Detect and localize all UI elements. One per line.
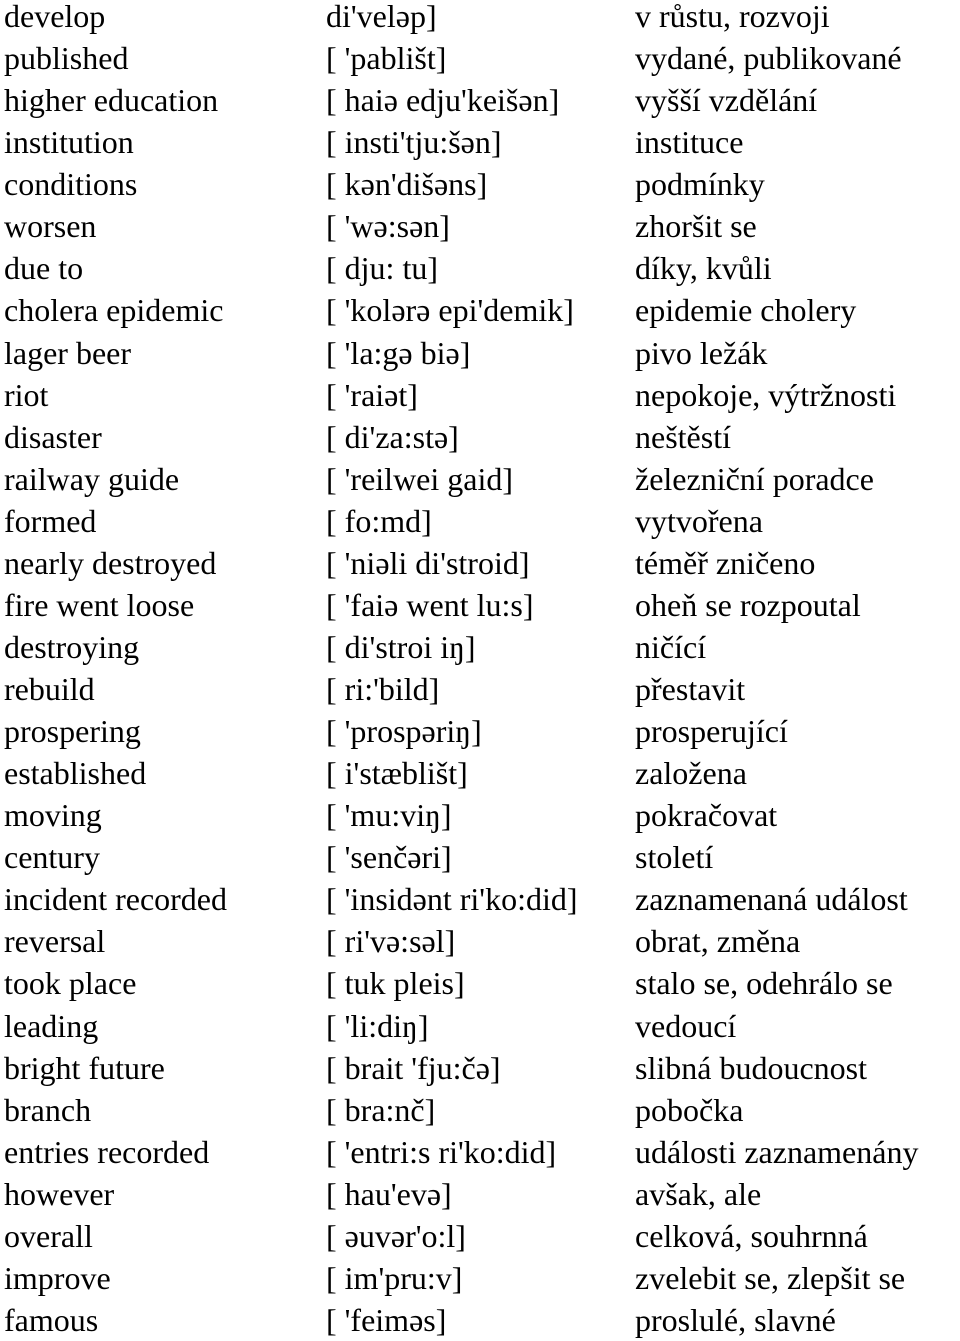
pronunciation-text: [ fo:md] xyxy=(326,502,432,539)
translation-text: celková, souhrnná xyxy=(635,1217,868,1254)
vocab-row xyxy=(4,458,960,500)
vocab-row xyxy=(4,1257,960,1299)
translation-text: obrat, změna xyxy=(635,923,801,960)
translation-text: proslulé, slavné xyxy=(635,1301,836,1338)
translation-text: vedoucí xyxy=(635,1007,737,1044)
translation-text: pobočka xyxy=(635,1091,744,1128)
term-text: took place xyxy=(4,965,137,1002)
term-text: famous xyxy=(4,1301,99,1338)
pronunciation-text: [ 'wə:sən] xyxy=(326,208,450,245)
term-text: entries recorded xyxy=(4,1133,210,1170)
translation-text: vytvořena xyxy=(635,502,763,539)
vocabulary-table xyxy=(4,0,960,1341)
translation-text: založena xyxy=(635,755,747,792)
pronunciation-text: [ dju: tu] xyxy=(326,250,438,287)
pronunciation-text: [ haiə edju'keišən] xyxy=(326,82,560,119)
pronunciation-text: [ di'za:stə] xyxy=(326,418,459,455)
pronunciation-text: [ i'stæblišt] xyxy=(326,755,468,792)
translation-text: oheň se rozpoutal xyxy=(635,586,861,623)
term-text: overall xyxy=(4,1217,93,1254)
translation-text: vyšší vzdělání xyxy=(635,82,818,119)
term-text: institution xyxy=(4,124,134,161)
pronunciation-text: [ 'faiə went lu:s] xyxy=(326,586,534,623)
vocab-row xyxy=(4,542,960,584)
translation-text: neštěstí xyxy=(635,418,731,455)
term-text: fire went loose xyxy=(4,586,195,623)
pronunciation-text: [ 'pablišt] xyxy=(326,40,447,77)
vocab-row xyxy=(4,247,960,289)
term-text: disaster xyxy=(4,418,102,455)
translation-text: prosperující xyxy=(635,713,788,750)
translation-text: ničící xyxy=(635,628,707,665)
pronunciation-text: [ ri'və:səl] xyxy=(326,923,456,960)
translation-text: zhoršit se xyxy=(635,208,757,245)
vocab-row xyxy=(4,1047,960,1089)
term-text: leading xyxy=(4,1007,99,1044)
vocab-row xyxy=(4,289,960,331)
pronunciation-text: [ brait 'fju:čə] xyxy=(326,1049,501,1086)
term-text: branch xyxy=(4,1091,92,1128)
pronunciation-text: [ 'niəli di'stroid] xyxy=(326,544,530,581)
vocab-row xyxy=(4,626,960,668)
pronunciation-text: [ bra:nč] xyxy=(326,1091,436,1128)
term-text: destroying xyxy=(4,628,140,665)
pronunciation-text: [ tuk pleis] xyxy=(326,965,465,1002)
translation-text: zaznamenaná událost xyxy=(635,881,908,918)
translation-text: epidemie cholery xyxy=(635,292,857,329)
term-text: reversal xyxy=(4,923,106,960)
vocab-row xyxy=(4,668,960,710)
pronunciation-text: [ 'prospəriŋ] xyxy=(326,713,482,750)
term-text: higher education xyxy=(4,82,219,119)
term-text: lager beer xyxy=(4,334,132,371)
vocab-row xyxy=(4,794,960,836)
vocab-row xyxy=(4,962,960,1004)
term-text: riot xyxy=(4,376,49,413)
pronunciation-text: [ 'kolərə epi'demik] xyxy=(326,292,574,329)
vocab-row xyxy=(4,205,960,247)
pronunciation-text: [ 'la:gə biə] xyxy=(326,334,471,371)
pronunciation-text: [ 'raiət] xyxy=(326,376,418,413)
term-text: due to xyxy=(4,250,84,287)
translation-text: díky, kvůli xyxy=(635,250,772,287)
pronunciation-text: [ 'entri:s ri'ko:did] xyxy=(326,1133,557,1170)
vocab-row xyxy=(4,121,960,163)
vocab-row xyxy=(4,1299,960,1341)
pronunciation-text: [ hau'evə] xyxy=(326,1175,452,1212)
translation-text: pivo ležák xyxy=(635,334,768,371)
term-text: rebuild xyxy=(4,671,95,707)
vocab-row xyxy=(4,332,960,374)
term-text: nearly destroyed xyxy=(4,544,217,581)
term-text: develop xyxy=(4,0,106,34)
translation-text: přestavit xyxy=(635,671,746,707)
pronunciation-text: [ 'insidənt ri'ko:did] xyxy=(326,881,578,918)
vocab-row xyxy=(4,1089,960,1131)
vocab-row xyxy=(4,836,960,878)
translation-text: v růstu, rozvoji xyxy=(635,0,830,34)
vocab-row xyxy=(4,710,960,752)
term-text: century xyxy=(4,839,100,876)
term-text: moving xyxy=(4,797,102,834)
term-text: bright future xyxy=(4,1049,165,1086)
vocab-row xyxy=(4,584,960,626)
vocab-row xyxy=(4,163,960,205)
translation-text: podmínky xyxy=(635,166,765,203)
vocab-row xyxy=(4,1005,960,1047)
pronunciation-text: [ əuvər'o:l] xyxy=(326,1217,466,1254)
vocab-row xyxy=(4,1215,960,1257)
pronunciation-text: [ 'reilwei gaid] xyxy=(326,460,514,497)
pronunciation-text: [ im'pru:v] xyxy=(326,1259,463,1296)
term-text: worsen xyxy=(4,208,97,245)
vocab-row xyxy=(4,752,960,794)
translation-text: instituce xyxy=(635,124,744,161)
translation-text: avšak, ale xyxy=(635,1175,762,1212)
pronunciation-text: [ insti'tju:šən] xyxy=(326,124,502,161)
term-text: established xyxy=(4,755,147,792)
translation-text: stalo se, odehrálo se xyxy=(635,965,893,1002)
term-text: incident recorded xyxy=(4,881,227,918)
pronunciation-text: [ di'stroi iŋ] xyxy=(326,628,476,665)
term-text: cholera epidemic xyxy=(4,292,224,329)
vocab-row xyxy=(4,920,960,962)
vocab-row xyxy=(4,878,960,920)
translation-text: slibná budoucnost xyxy=(635,1049,867,1086)
pronunciation-text: [ kən'dišəns] xyxy=(326,166,488,203)
translation-text: vydané, publikované xyxy=(635,40,902,77)
term-text: railway guide xyxy=(4,460,180,497)
vocab-row xyxy=(4,500,960,542)
vocab-row xyxy=(4,79,960,121)
translation-text: století xyxy=(635,839,714,876)
vocab-row xyxy=(4,374,960,416)
term-text: published xyxy=(4,40,129,77)
vocab-row xyxy=(4,37,960,79)
translation-text: události zaznamenány xyxy=(635,1133,919,1170)
term-text: prospering xyxy=(4,713,141,750)
translation-text: téměř zničeno xyxy=(635,544,816,581)
term-text: formed xyxy=(4,502,97,539)
vocab-row xyxy=(4,1173,960,1215)
pronunciation-text: [ 'li:diŋ] xyxy=(326,1007,429,1044)
translation-text: nepokoje, výtržnosti xyxy=(635,376,897,413)
pronunciation-text: di'veləp] xyxy=(326,0,437,34)
translation-text: zvelebit se, zlepšit se xyxy=(635,1259,906,1296)
vocab-row xyxy=(4,0,960,37)
translation-text: pokračovat xyxy=(635,797,778,834)
pronunciation-text: [ 'senčəri] xyxy=(326,839,452,876)
vocab-row xyxy=(4,416,960,458)
translation-text: železniční poradce xyxy=(635,460,874,497)
pronunciation-text: [ 'mu:viŋ] xyxy=(326,797,452,834)
term-text: conditions xyxy=(4,166,138,203)
term-text: however xyxy=(4,1175,115,1212)
term-text: improve xyxy=(4,1259,111,1296)
pronunciation-text: [ 'feiməs] xyxy=(326,1301,447,1338)
pronunciation-text: [ ri:'bild] xyxy=(326,671,440,707)
vocab-row xyxy=(4,1131,960,1173)
